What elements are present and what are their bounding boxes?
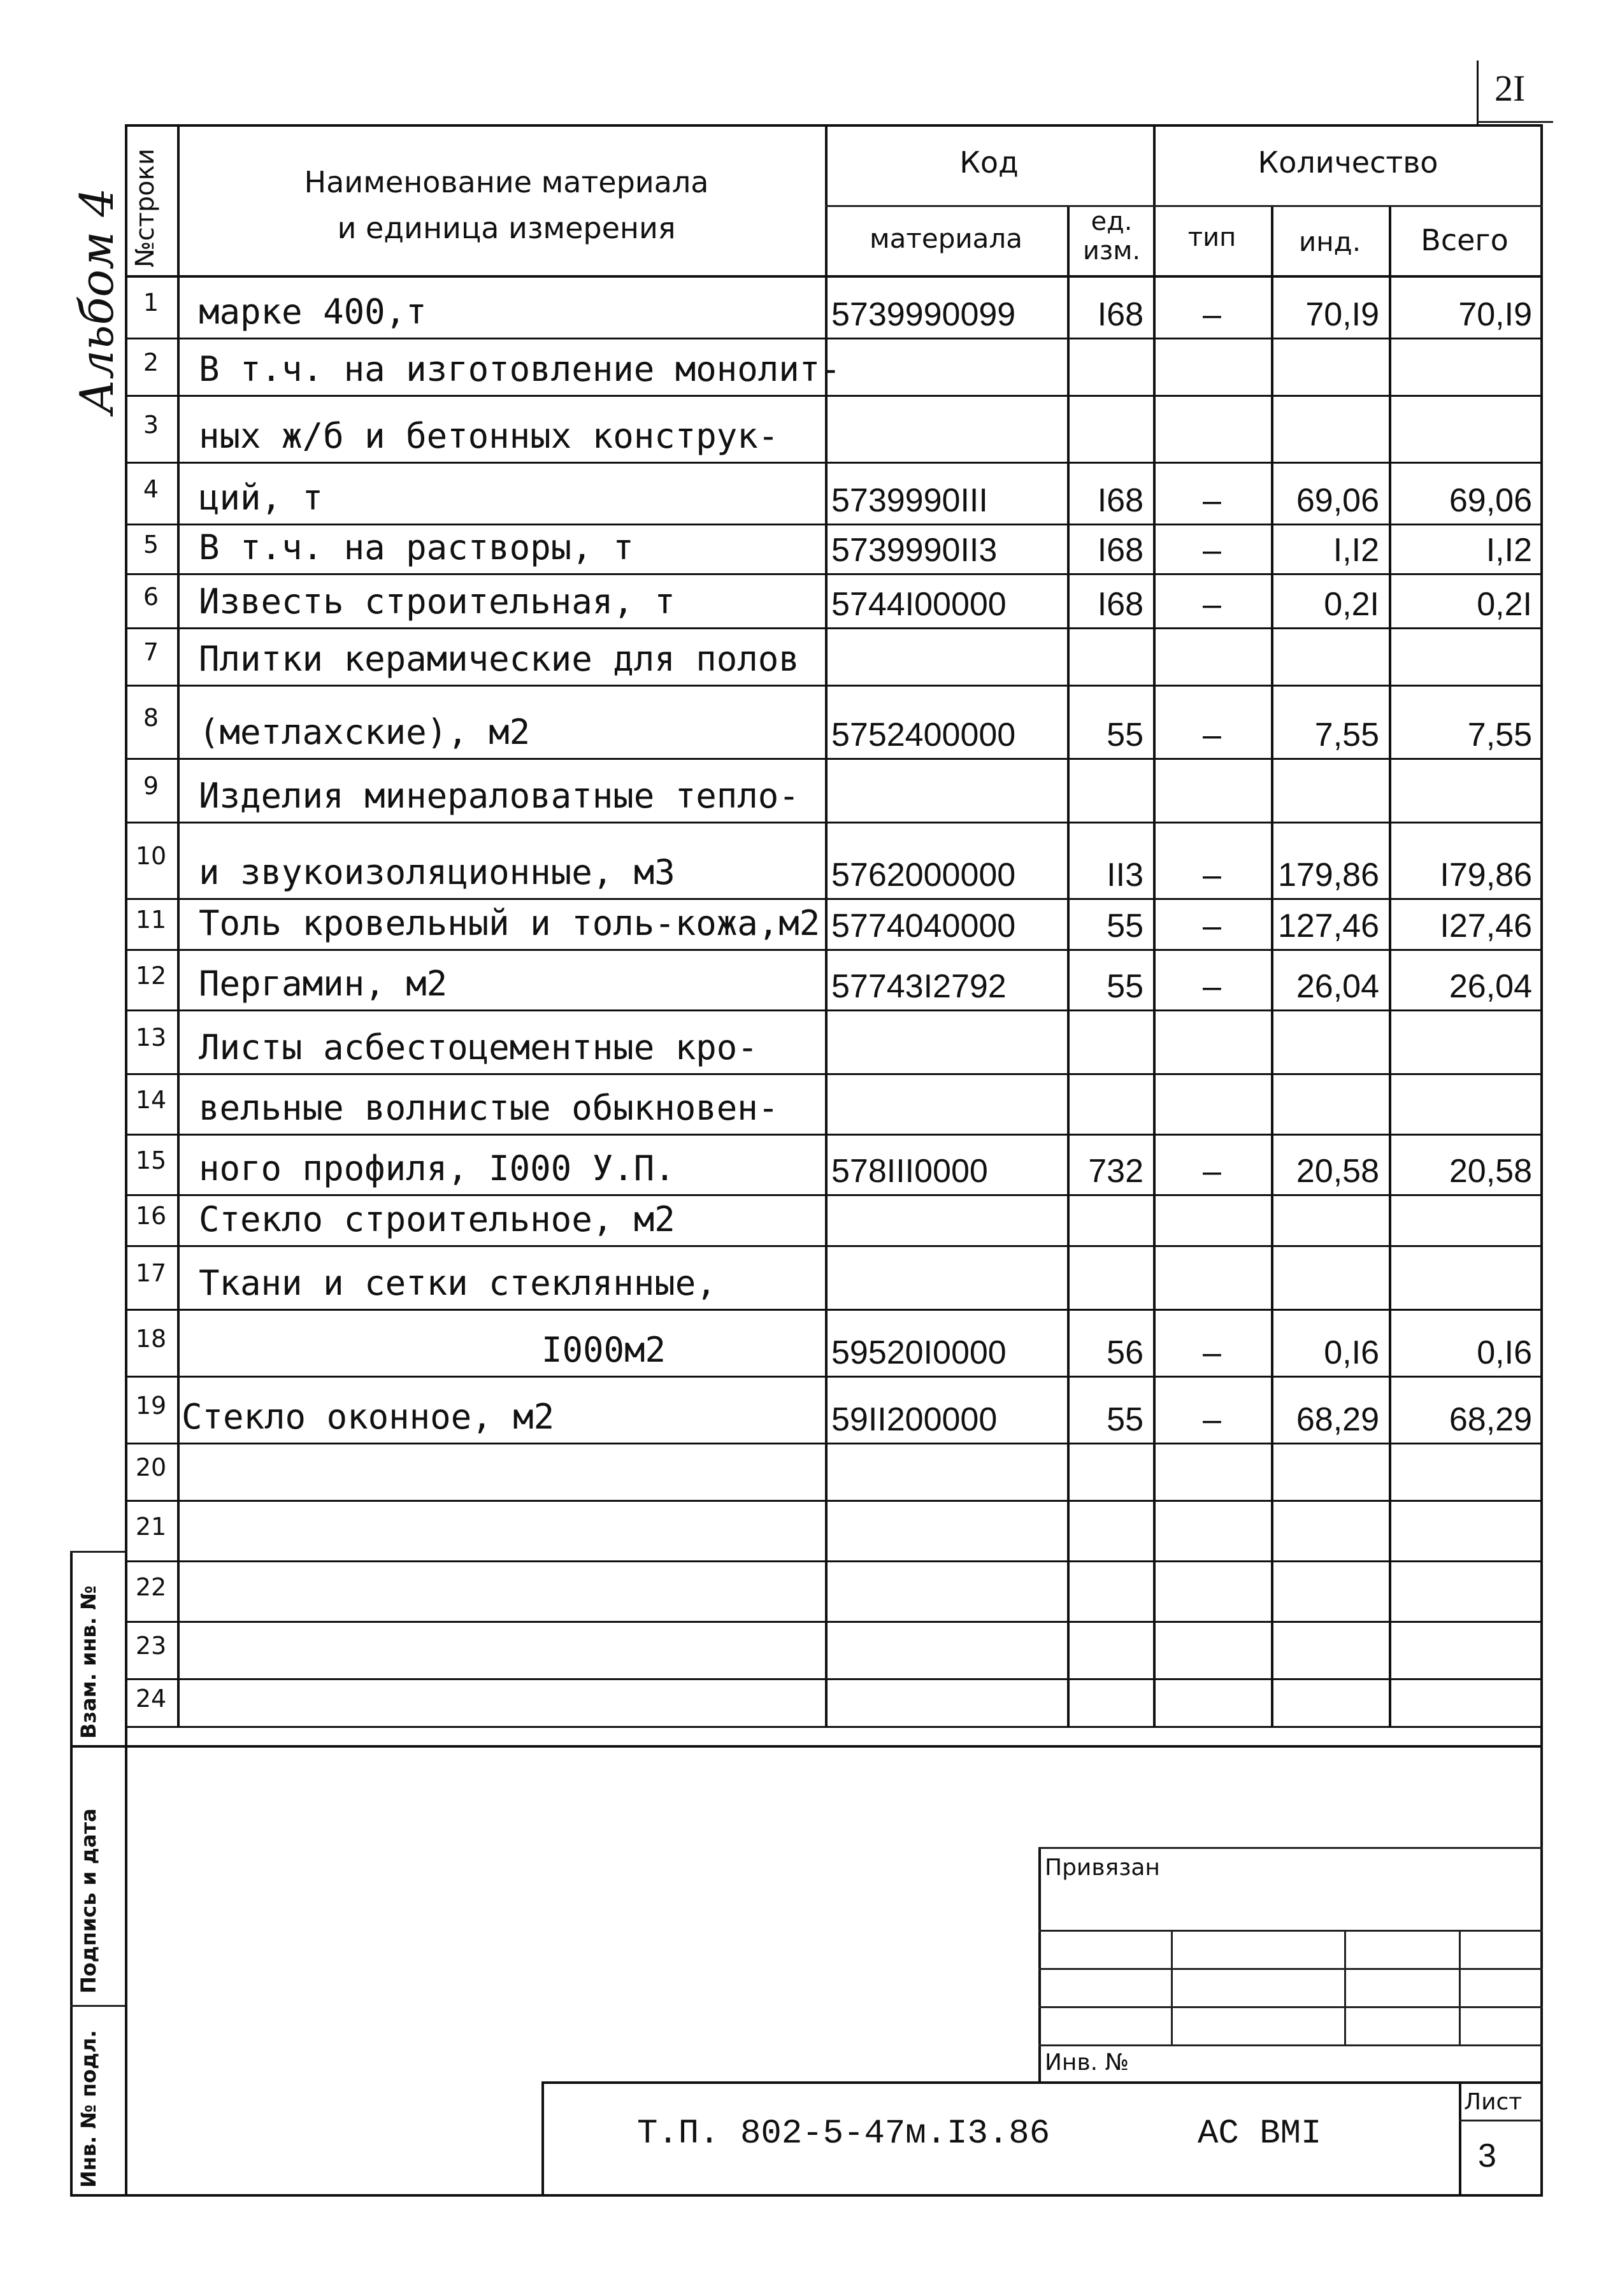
margin-inv-podl: Инв. № подл. (76, 2030, 101, 2188)
table-row (0, 1621, 1620, 1678)
table-row (0, 1309, 1620, 1376)
table-row (0, 524, 1620, 573)
table-row (0, 898, 1620, 949)
row-number: 10 (135, 842, 167, 870)
row-number: 12 (135, 961, 167, 990)
row-number: 18 (135, 1324, 167, 1353)
qty-ind: 26,04 (1296, 968, 1379, 1005)
qty-ind: 127,46 (1277, 908, 1379, 945)
material-code: 5739990099 (831, 296, 1016, 333)
material-name: (метлахские), м2 (199, 712, 531, 752)
qty-total: 0,I6 (1477, 1334, 1532, 1371)
qty-type: – (1203, 1401, 1221, 1438)
material-code: 5739990III (831, 482, 988, 519)
qty-type: – (1203, 1334, 1221, 1371)
qty-type: – (1203, 296, 1221, 333)
qty-type: – (1203, 968, 1221, 1005)
sheet-label: Лист (1464, 2089, 1523, 2115)
header-qty-ind: инд. (1298, 226, 1361, 257)
table-row (0, 1500, 1620, 1560)
material-code: 5744I00000 (831, 586, 1007, 623)
qty-type: – (1203, 532, 1221, 569)
header-qty-group: Количество (1258, 145, 1438, 180)
unit-code: 56 (1107, 1334, 1143, 1371)
row-number: 2 (143, 348, 159, 376)
qty-ind: I,I2 (1333, 532, 1379, 569)
material-name: Стекло оконное, м2 (182, 1397, 555, 1437)
inv-no-label: Инв. № (1045, 2050, 1129, 2076)
row-number: 20 (135, 1453, 167, 1481)
sheet-code: АС ВМI (1198, 2114, 1322, 2153)
qty-total: 26,04 (1449, 968, 1532, 1005)
material-code: 57743I2792 (831, 968, 1007, 1005)
table-row (0, 395, 1620, 462)
qty-type: – (1203, 482, 1221, 519)
unit-code: II3 (1107, 857, 1143, 894)
table-row (0, 1376, 1620, 1443)
table-row (0, 685, 1620, 758)
header-row-no: №строки (131, 148, 160, 267)
qty-type: – (1203, 1153, 1221, 1190)
qty-total: I79,86 (1440, 857, 1532, 894)
row-number: 6 (143, 582, 159, 611)
unit-code: 55 (1107, 717, 1143, 753)
table-row (0, 462, 1620, 524)
qty-ind: 20,58 (1296, 1153, 1379, 1190)
qty-total: I,I2 (1486, 532, 1532, 569)
margin-vzam-inv: Взам. инв. № (76, 1585, 101, 1739)
material-name: Известь строительная, т (199, 581, 675, 622)
material-name: марке 400,т (199, 292, 427, 332)
row-number: 24 (135, 1684, 167, 1713)
page-number-box (1477, 61, 1553, 124)
margin-podpis-data: Подпись и дата (76, 1808, 101, 1993)
header-qty-type: тип (1187, 223, 1237, 252)
material-code: 59II200000 (831, 1401, 998, 1438)
qty-ind: 7,55 (1314, 717, 1379, 753)
header-code-unit: ед. изм. (1082, 207, 1141, 266)
table-row (0, 1245, 1620, 1309)
material-name: Ткани и сетки стеклянные, (199, 1263, 717, 1303)
row-number: 15 (135, 1146, 167, 1174)
material-name: Стекло строительное, м2 (199, 1199, 675, 1239)
privyazan-label: Привязан (1045, 1855, 1160, 1881)
qty-total: 70,I9 (1458, 296, 1532, 333)
album-note: Альбом 4 (70, 187, 124, 414)
material-name: Листы асбестоцементные кро- (199, 1027, 758, 1067)
unit-code: I68 (1097, 296, 1143, 333)
table-row (0, 1560, 1620, 1621)
table-row (0, 275, 1620, 338)
qty-type: – (1203, 908, 1221, 945)
table-row (0, 573, 1620, 627)
material-code: 5762000000 (831, 857, 1016, 894)
material-code: 5739990II3 (831, 532, 998, 569)
row-number: 23 (135, 1632, 167, 1660)
unit-code: 55 (1107, 908, 1143, 945)
qty-type: – (1203, 857, 1221, 894)
qty-total: 69,06 (1449, 482, 1532, 519)
row-number: 19 (135, 1391, 167, 1420)
qty-ind: 179,86 (1277, 857, 1379, 894)
table-row (0, 1073, 1620, 1134)
table-row (0, 822, 1620, 898)
table-row (0, 1194, 1620, 1245)
row-number: 4 (143, 474, 159, 503)
unit-code: I68 (1097, 586, 1143, 623)
doc-code: Т.П. 802-5-47м.I3.86 (637, 2114, 1050, 2153)
row-number: 1 (143, 289, 159, 317)
material-name: ного профиля, I000 У.П. (199, 1148, 675, 1188)
page-number: 2I (1495, 68, 1526, 109)
qty-total: 7,55 (1467, 717, 1532, 753)
row-number: 17 (135, 1259, 167, 1287)
material-name: I000м2 (541, 1330, 666, 1370)
header-name: Наименование материала и единица измерения (304, 165, 709, 245)
header-code-group: Код (959, 145, 1019, 180)
material-code: 578III0000 (831, 1153, 988, 1190)
material-code: 5774040000 (831, 908, 1016, 945)
unit-code: I68 (1097, 482, 1143, 519)
header-qty-total: Всего (1421, 223, 1509, 257)
material-name: и звукоизоляционные, м3 (199, 852, 675, 892)
row-number: 11 (135, 906, 167, 934)
qty-total: 0,2I (1477, 586, 1532, 623)
qty-ind: 0,2I (1324, 586, 1379, 623)
table-row (0, 1443, 1620, 1500)
qty-type: – (1203, 586, 1221, 623)
table-row (0, 1009, 1620, 1073)
row-number: 13 (135, 1023, 167, 1052)
table-row (0, 627, 1620, 685)
qty-ind: 70,I9 (1305, 296, 1379, 333)
row-number: 22 (135, 1572, 167, 1601)
table-row (0, 1134, 1620, 1194)
row-number: 5 (143, 531, 159, 559)
material-name: Толь кровельный и толь-кожа,м2 (199, 903, 821, 943)
unit-code: 55 (1107, 1401, 1143, 1438)
qty-ind: 0,I6 (1324, 1334, 1379, 1371)
material-name: В т.ч. на изготовление монолит- (199, 349, 841, 389)
material-name: вельные волнистые обыкновен- (199, 1088, 779, 1128)
table-row (0, 338, 1620, 395)
material-name: Плитки керамические для полов (199, 639, 799, 679)
row-number: 14 (135, 1085, 167, 1114)
material-name: Пергамин, м2 (199, 964, 448, 1004)
unit-code: I68 (1097, 532, 1143, 569)
unit-code: 55 (1107, 968, 1143, 1005)
material-code: 59520I0000 (831, 1334, 1007, 1371)
qty-type: – (1203, 717, 1221, 753)
material-name: ных ж/б и бетонных конструк- (199, 416, 779, 456)
table-row (0, 949, 1620, 1009)
qty-total: 20,58 (1449, 1153, 1532, 1190)
qty-ind: 69,06 (1296, 482, 1379, 519)
row-number: 16 (135, 1202, 167, 1230)
qty-ind: 68,29 (1296, 1401, 1379, 1438)
material-name: ций, т (199, 478, 324, 518)
qty-total: I27,46 (1440, 908, 1532, 945)
qty-total: 68,29 (1449, 1401, 1532, 1438)
header-code-material: материала (869, 223, 1022, 254)
material-name: В т.ч. на растворы, т (199, 527, 634, 567)
row-number: 9 (143, 772, 159, 800)
material-name: Изделия минераловатные тепло- (199, 776, 799, 816)
row-number: 7 (143, 638, 159, 666)
material-code: 5752400000 (831, 717, 1016, 753)
table-row (0, 1678, 1620, 1726)
row-number: 3 (143, 410, 159, 439)
table-row (0, 758, 1620, 822)
row-number: 21 (135, 1512, 167, 1541)
row-number: 8 (143, 703, 159, 732)
sheet-number: 3 (1478, 2137, 1496, 2174)
unit-code: 732 (1088, 1153, 1143, 1190)
